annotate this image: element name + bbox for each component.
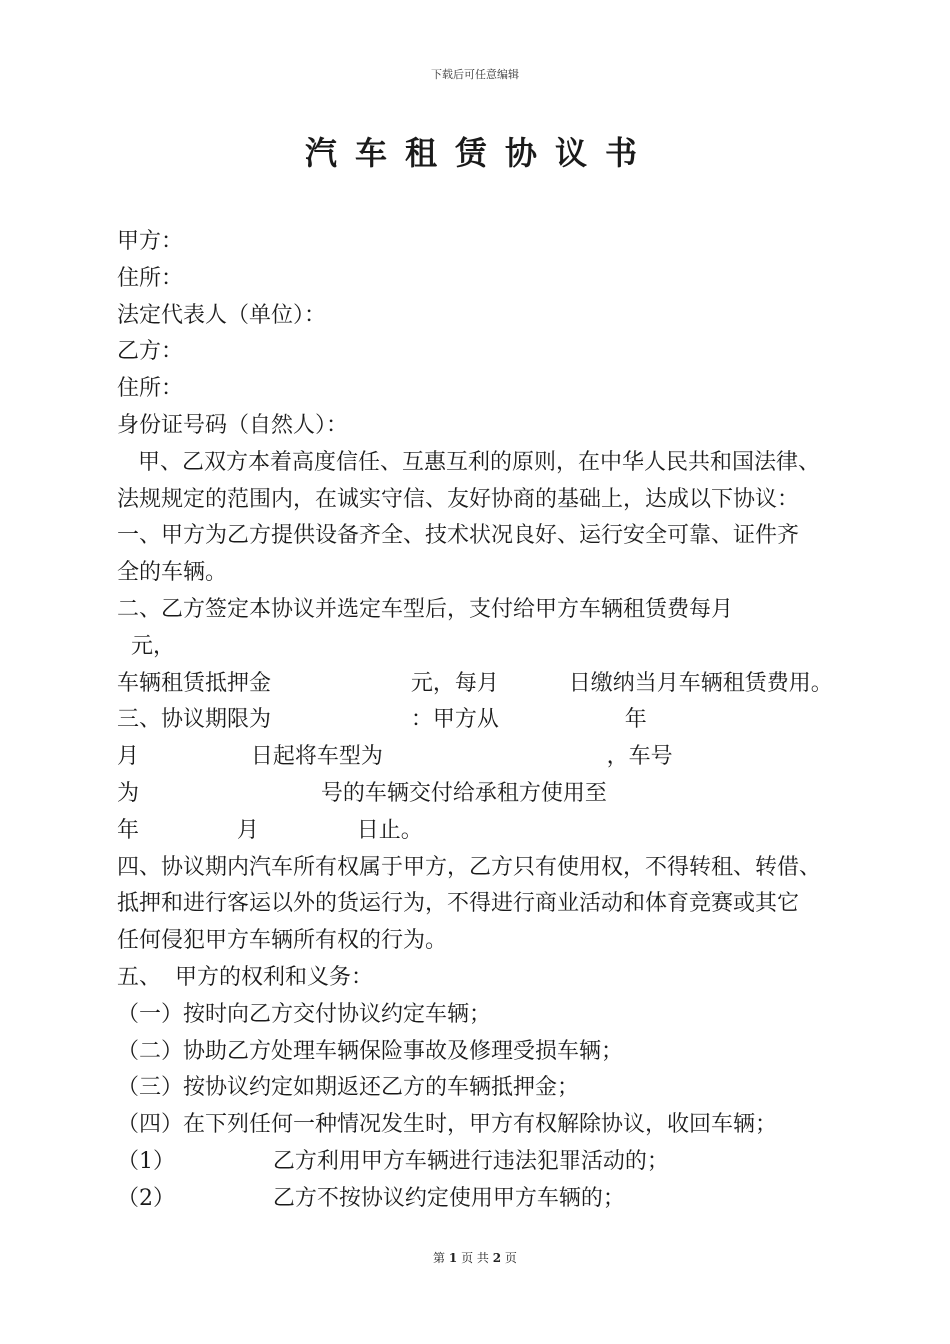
footer-suffix: 页 — [504, 1251, 517, 1265]
body-line: （1） 乙方利用甲方车辆进行违法犯罪活动的； — [117, 1149, 669, 1174]
body-line: 甲、乙双方本着高度信任、互惠互利的原则，在中华人民共和国法律、 — [117, 450, 820, 475]
body-line: （二）协助乙方处理车辆保险事故及修理受损车辆； — [117, 1039, 624, 1064]
body-line: （三）按协议约定如期返还乙方的车辆抵押金； — [117, 1075, 580, 1100]
document-title: 汽车租赁协议书 — [304, 134, 655, 172]
footer-page-number: 1 — [448, 1251, 458, 1265]
header-note: 下载后可任意编辑 — [431, 68, 519, 81]
body-line: 车辆租赁抵押金 元，每月 日缴纳当月车辆租赁费用。 — [117, 671, 833, 696]
body-line: 二、乙方签定本协议并选定车型后，支付给甲方车辆租赁费每月 — [117, 597, 734, 622]
body-line: 全的车辆。 — [117, 560, 228, 585]
body-line: 住所： — [117, 376, 184, 401]
body-line: 法定代表人（单位）： — [117, 303, 327, 328]
body-line: 年 月 日止。 — [117, 818, 423, 843]
body-line: （四）在下列任何一种情况发生时，甲方有权解除协议，收回车辆； — [117, 1112, 778, 1137]
footer-prefix: 第 — [433, 1251, 446, 1265]
body-line: 住所： — [117, 266, 184, 291]
body-line: 四、协议期内汽车所有权属于甲方，乙方只有使用权，不得转租、转借、 — [117, 855, 822, 880]
body-line: 三、协议期限为 ：甲方从 年 — [117, 707, 647, 732]
body-line: 法规规定的范围内，在诚实守信、友好协商的基础上，达成以下协议： — [117, 487, 800, 512]
body-line: 一、甲方为乙方提供设备齐全、技术状况良好、运行安全可靠、证件齐 — [117, 523, 800, 548]
body-line: （2） 乙方不按协议约定使用甲方车辆的； — [117, 1186, 625, 1211]
body-line: 抵押和进行客运以外的货运行为，不得进行商业活动和体育竞赛或其它 — [117, 891, 800, 916]
footer-middle: 页 共 — [461, 1251, 489, 1265]
body-line: 乙方： — [117, 339, 184, 364]
body-line: （一）按时向乙方交付协议约定车辆； — [117, 1002, 492, 1027]
body-line: 五、 甲方的权利和义务： — [117, 965, 373, 990]
body-line: 为 号的车辆交付给承租方使用至 — [117, 781, 607, 806]
body-line: 甲方： — [117, 229, 184, 254]
page-footer — [0, 1249, 950, 1266]
body-line: 元， — [117, 634, 175, 659]
body-line: 身份证号码（自然人）： — [117, 413, 349, 438]
footer-total-pages: 2 — [492, 1251, 502, 1265]
body-line: 月 日起将车型为 ，车号 — [117, 744, 673, 769]
body-line: 任何侵犯甲方车辆所有权的行为。 — [117, 928, 448, 953]
